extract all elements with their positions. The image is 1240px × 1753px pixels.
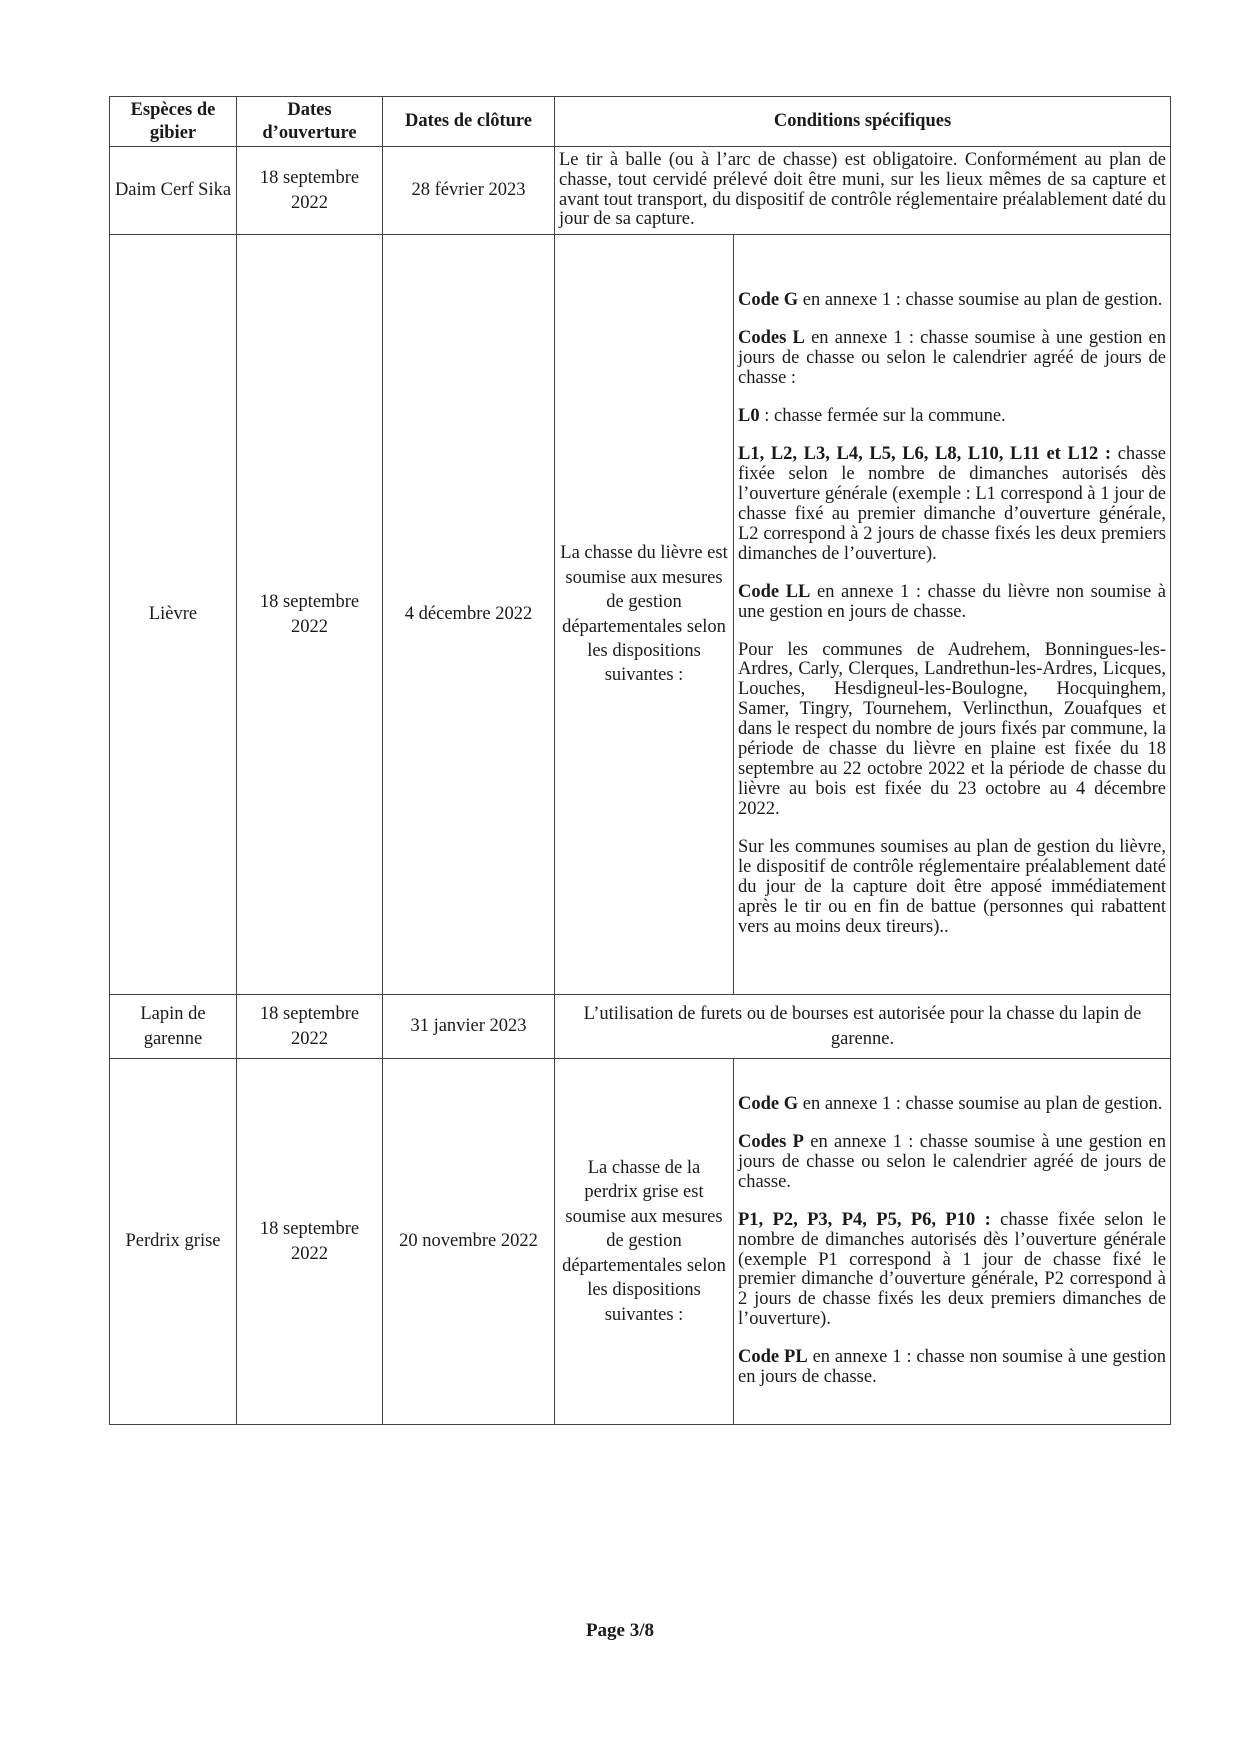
opening-date-cell: 18 septembre 2022 — [237, 147, 383, 235]
management-intro-cell: La chasse du lièvre est soumise aux mesures de gestion départementales selon les dispositions suivantes : — [555, 235, 734, 995]
code-label: L0 — [738, 405, 760, 426]
table-header-row — [110, 97, 1171, 147]
code-label: Codes P — [738, 1131, 804, 1152]
species-cell: Lapin de garenne — [110, 995, 237, 1059]
closing-date-cell: 20 novembre 2022 — [383, 1059, 555, 1425]
condition-text: en annexe 1 : chasse soumise à une gestion en jours de chasse ou selon le calendrier agréé de jours de chasse : — [738, 327, 1167, 388]
opening-date-cell: 18 septembre 2022 — [237, 995, 383, 1059]
table-row-daim — [110, 147, 1171, 235]
code-label: L1, L2, L3, L4, L5, L6, L8, L10, L11 et L12 : — [738, 443, 1112, 464]
condition-text: en annexe 1 : chasse du lièvre non soumise à une gestion en jours de chasse. — [738, 581, 1167, 622]
table-row-lievre — [110, 235, 1171, 995]
page-number: Page 3/8 — [585, 1620, 655, 1641]
table-row-perdrix — [110, 1059, 1171, 1425]
code-label: Code LL — [738, 581, 811, 602]
condition-paragraph — [738, 1095, 1166, 1115]
closing-date-cell: 31 janvier 2023 — [383, 995, 555, 1059]
closing-date-cell: 28 février 2023 — [383, 147, 555, 235]
condition-text: : chasse fermée sur la commune. — [759, 405, 1006, 426]
condition-text: en annexe 1 : chasse soumise au plan de gestion. — [798, 289, 1163, 310]
condition-text: chasse fixée selon le nombre de dimanches autorisés dès l’ouverture générale (exemple P1 correspond à 1 jour de chasse fixé le premier dimanche d’ouverture générale, P2 correspond à 2 jours de chasse fixés les deux premiers dimanches de l’ouverture). — [738, 1209, 1166, 1330]
condition-paragraph: Pour les communes de Audrehem, Bonningues-les-Ardres, Carly, Clerques, Landrethun-les-Ardres, Licques, Louches, Hesdigneul-les-Boulogne, Hocquinghem, Samer, Tingry, Tournehem, Verlincthun, Zouafques et dans le respect du nombre de jours fixés par commune, la période de chasse du lièvre en plaine est fixée du 18 septembre au 22 octobre 2022 et la période de chasse du lièvre au bois est fixée du 23 octobre au 4 décembre 2022. — [738, 639, 1166, 820]
management-intro-cell: La chasse de la perdrix grise est soumise aux mesures de gestion départementales selon les dispositions suivantes : — [555, 1059, 734, 1425]
opening-date-cell: 18 septembre 2022 — [237, 235, 383, 995]
code-label: Code PL — [738, 1347, 808, 1368]
hunting-dates-table — [109, 96, 1171, 1425]
conditions-cell: Le tir à balle (ou à l’arc de chasse) est obligatoire. Conformément au plan de chasse, tout cervidé prélevé doit être muni, sur les lieux mêmes de sa capture et avant tout transport, du dispositif de contrôle réglementaire préalablement daté du jour de sa capture. — [555, 147, 1171, 235]
code-label: Code G — [738, 289, 799, 310]
condition-text: en annexe 1 : chasse soumise au plan de gestion. — [798, 1093, 1163, 1114]
condition-paragraph — [738, 583, 1166, 623]
species-cell: Perdrix grise — [110, 1059, 237, 1425]
condition-text: chasse fixée selon le nombre de dimanches autorisés dès l’ouverture générale (exemple : L1 correspond à 1 jour de chasse fixé au premier dimanche d’ouverture générale, L2 correspond à 2 jours de chasse fixés les deux premiers dimanches de l’ouverture). — [738, 443, 1166, 564]
closing-date-cell: 4 décembre 2022 — [383, 235, 555, 995]
condition-paragraph — [738, 1211, 1166, 1331]
header-species: Espèces de gibier — [110, 97, 237, 147]
condition-paragraph — [738, 1133, 1166, 1193]
conditions-cell — [734, 235, 1171, 995]
header-conditions: Conditions spécifiques — [555, 97, 1171, 147]
condition-paragraph: Sur les communes soumises au plan de gestion du lièvre, le dispositif de contrôle réglementaire préalablement daté du jour de la capture doit être apposé immédiatement après le tir ou en fin de battue (personnes qui rabattent vers au moins deux tireurs).. — [738, 837, 1166, 938]
condition-paragraph — [738, 407, 1166, 427]
opening-date-cell: 18 septembre 2022 — [237, 1059, 383, 1425]
table-row-lapin — [110, 995, 1171, 1059]
condition-text: en annexe 1 : chasse non soumise à une gestion en jours de chasse. — [738, 1347, 1166, 1388]
header-opening: Dates d’ouverture — [237, 97, 383, 147]
code-label: Code G — [738, 1093, 799, 1114]
species-cell: Daim Cerf Sika — [110, 147, 237, 235]
code-label: Codes L — [738, 327, 805, 348]
conditions-cell — [734, 1059, 1171, 1425]
conditions-cell: L’utilisation de furets ou de bourses est autorisée pour la chasse du lapin de garenne. — [555, 995, 1171, 1059]
species-cell: Lièvre — [110, 235, 237, 995]
condition-paragraph — [738, 291, 1166, 311]
condition-paragraph — [738, 445, 1166, 565]
condition-paragraph — [738, 1348, 1166, 1388]
condition-paragraph — [738, 329, 1166, 389]
condition-text: en annexe 1 : chasse soumise à une gestion en jours de chasse ou selon le calendrier agréé de jours de chasse. — [738, 1131, 1166, 1192]
header-closing: Dates de clôture — [383, 97, 555, 147]
code-label: P1, P2, P3, P4, P5, P6, P10 : — [738, 1209, 991, 1230]
